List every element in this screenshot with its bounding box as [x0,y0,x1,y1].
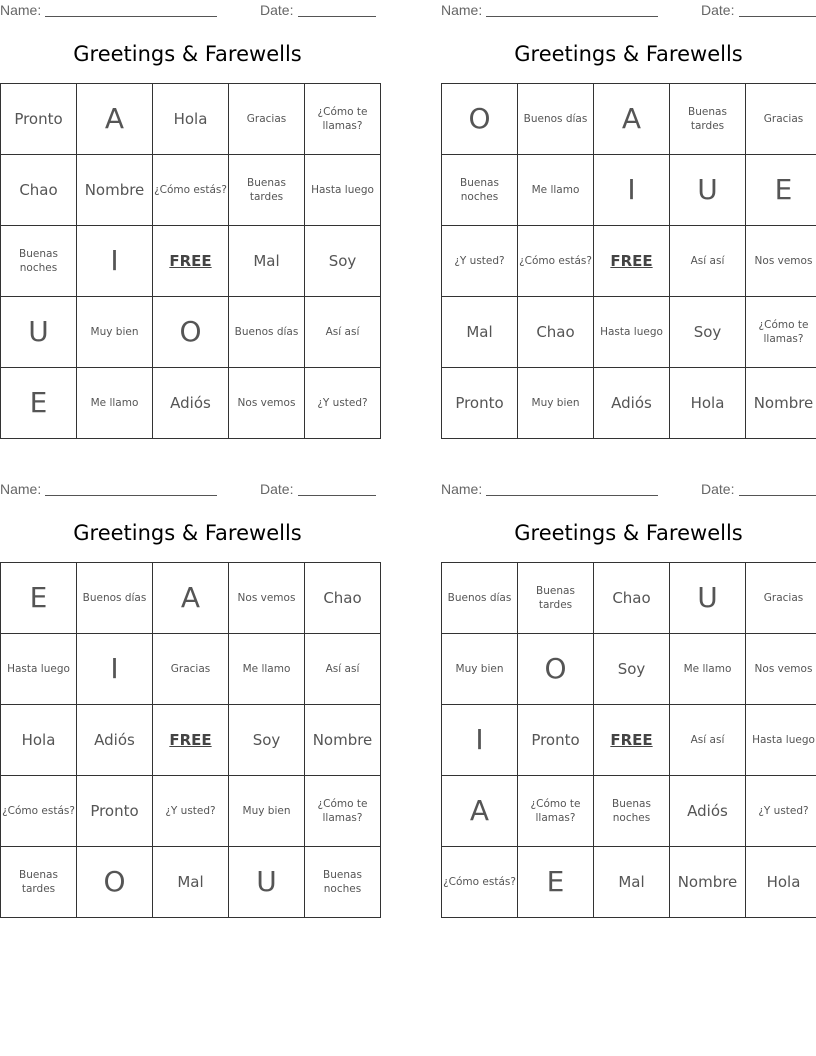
bingo-cell-text: Buenas noches [19,247,58,274]
bingo-cell[interactable] [670,847,746,918]
free-space[interactable] [153,705,229,776]
bingo-cell-text: Adiós [170,393,211,412]
bingo-cell-text: Me llamo [242,662,291,675]
bingo-cell-text: U [28,315,49,349]
bingo-cell[interactable] [1,634,77,705]
bingo-cell[interactable] [153,297,229,368]
name-label: Name: [0,481,42,497]
bingo-cell-text: ¿Y usted? [454,254,505,267]
bingo-cell-text: Adiós [687,801,728,820]
date-label: Date: [701,2,735,18]
bingo-cell-text: Pronto [90,801,139,820]
bingo-cell-text: Buenos días [234,325,299,338]
bingo-row [1,705,381,776]
bingo-cell[interactable] [77,705,153,776]
bingo-cell-text: Me llamo [531,183,580,196]
bingo-cell-text: FREE [610,251,653,270]
bingo-cell-text: U [697,581,718,615]
bingo-row [442,776,816,847]
date-label: Date: [260,2,294,18]
bingo-cell-text: Nombre [312,730,373,749]
bingo-grid [0,562,381,918]
bingo-row [442,368,816,439]
bingo-cell[interactable] [1,155,77,226]
bingo-cell-text: E [546,865,565,899]
bingo-cell[interactable] [594,155,670,226]
bingo-cell[interactable] [77,155,153,226]
bingo-cell-text: Buenas tardes [688,105,727,132]
bingo-cell[interactable] [518,226,594,297]
bingo-cell-text: Así así [325,325,360,338]
bingo-cell[interactable] [746,226,816,297]
bingo-row [1,84,381,155]
card-title: Greetings & Farewells [514,521,743,545]
bingo-cell[interactable] [305,297,381,368]
bingo-cell[interactable] [153,155,229,226]
free-space[interactable] [594,705,670,776]
bingo-cell-text: O [544,652,567,686]
date-line[interactable] [739,495,816,496]
bingo-cell[interactable] [229,705,305,776]
bingo-cell-text: A [180,581,201,615]
bingo-cell[interactable] [1,226,77,297]
bingo-row [1,634,381,705]
bingo-row [1,847,381,918]
bingo-cell[interactable] [442,634,518,705]
bingo-cell[interactable] [518,84,594,155]
bingo-cell[interactable] [229,847,305,918]
bingo-cell[interactable] [670,634,746,705]
bingo-cell[interactable] [305,155,381,226]
bingo-cell-text: Me llamo [683,662,732,675]
bingo-cell[interactable] [746,563,816,634]
bingo-cell-text: Pronto [455,393,504,412]
card-title: Greetings & Farewells [73,521,302,545]
bingo-row [1,155,381,226]
bingo-cell[interactable] [1,847,77,918]
bingo-cell-text: Soy [328,251,357,270]
bingo-cell-text: Buenos días [523,112,588,125]
bingo-row [442,705,816,776]
bingo-cell[interactable] [229,226,305,297]
bingo-cell[interactable] [1,776,77,847]
bingo-cell-text: Nombre [677,872,738,891]
bingo-cell-text: I [110,244,119,278]
bingo-cell-text: Nombre [84,180,145,199]
bingo-cell-text: Pronto [531,730,580,749]
bingo-cell[interactable] [518,368,594,439]
bingo-row [1,297,381,368]
bingo-cell[interactable] [305,563,381,634]
bingo-cell-text: ¿Y usted? [165,804,216,817]
name-line[interactable] [486,495,658,496]
bingo-row [1,226,381,297]
bingo-cell[interactable] [670,705,746,776]
bingo-cell-text: Muy bien [531,396,580,409]
name-date-bar [441,0,816,22]
bingo-cell[interactable] [442,226,518,297]
bingo-cell[interactable] [670,368,746,439]
bingo-cell-text: Nos vemos [754,254,813,267]
bingo-cell-text: E [29,581,48,615]
bingo-cell[interactable] [229,776,305,847]
bingo-cell-text: Mal [177,872,204,891]
bingo-cell[interactable] [594,563,670,634]
bingo-row [442,84,816,155]
bingo-cell[interactable] [305,368,381,439]
bingo-cell[interactable] [442,155,518,226]
bingo-card [441,479,816,914]
bingo-cell[interactable] [153,634,229,705]
bingo-cell[interactable] [746,776,816,847]
bingo-grid [0,83,381,439]
bingo-cell[interactable] [518,155,594,226]
bingo-cell-text: ¿Cómo te llamas? [758,318,809,345]
bingo-cell-text: Buenas tardes [19,868,58,895]
bingo-cell[interactable] [670,563,746,634]
bingo-row [442,155,816,226]
bingo-cell-text: Soy [252,730,281,749]
bingo-cell-text: Pronto [14,109,63,128]
bingo-cell[interactable] [229,634,305,705]
name-date-bar [0,479,375,501]
bingo-cell-text: Chao [536,322,575,341]
bingo-cell[interactable] [746,297,816,368]
bingo-cell[interactable] [594,776,670,847]
bingo-cell[interactable] [746,705,816,776]
bingo-cell-text: Adiós [611,393,652,412]
bingo-cell-text: FREE [610,730,653,749]
date-line[interactable] [739,16,816,17]
bingo-cell[interactable] [746,847,816,918]
bingo-cell-text: A [469,794,490,828]
bingo-cell[interactable] [594,297,670,368]
bingo-cell[interactable] [305,705,381,776]
name-label: Name: [441,2,483,18]
bingo-cell-text: O [103,865,126,899]
free-space[interactable] [153,226,229,297]
date-line[interactable] [298,16,376,17]
bingo-cell-text: Mal [466,322,493,341]
bingo-row [1,776,381,847]
bingo-cell-text: E [29,386,48,420]
bingo-cell[interactable] [1,368,77,439]
bingo-cell-text: ¿Cómo te llamas? [317,797,368,824]
bingo-cell-text: E [774,173,793,207]
bingo-cell[interactable] [77,634,153,705]
bingo-cell-text: Muy bien [455,662,504,675]
bingo-cell[interactable] [153,847,229,918]
bingo-cell[interactable] [1,84,77,155]
bingo-cell-text: Buenas noches [612,797,651,824]
name-label: Name: [441,481,483,497]
bingo-cell[interactable] [518,847,594,918]
bingo-row [1,563,381,634]
bingo-cell[interactable] [670,226,746,297]
bingo-cell[interactable] [305,226,381,297]
bingo-cell-text: Gracias [763,591,804,604]
bingo-cell-text: Hasta luego [311,183,374,196]
bingo-cell-text: I [475,723,484,757]
bingo-cell-text: Nos vemos [237,396,296,409]
bingo-cell[interactable] [77,563,153,634]
free-space[interactable] [594,226,670,297]
bingo-cell-text: Buenos días [447,591,512,604]
bingo-cell-text: Así así [690,254,725,267]
bingo-cell[interactable] [594,368,670,439]
bingo-cell-text: Nos vemos [237,591,296,604]
bingo-cell[interactable] [670,297,746,368]
date-label: Date: [701,481,735,497]
bingo-cell[interactable] [153,776,229,847]
bingo-cell[interactable] [305,634,381,705]
name-date-bar [441,479,816,501]
bingo-cell[interactable] [746,368,816,439]
bingo-cell-text: Adiós [94,730,135,749]
name-line[interactable] [486,16,658,17]
bingo-cell[interactable] [670,155,746,226]
bingo-cell[interactable] [594,847,670,918]
name-label: Name: [0,2,42,18]
card-title: Greetings & Farewells [73,42,302,66]
bingo-cell-text: U [256,865,277,899]
bingo-cell[interactable] [153,563,229,634]
bingo-cell[interactable] [305,776,381,847]
bingo-cell-text: Buenos días [82,591,147,604]
bingo-cell[interactable] [1,563,77,634]
bingo-cell-text: Hola [690,393,725,412]
bingo-cell-text: Soy [617,659,646,678]
bingo-cell-text: Me llamo [90,396,139,409]
date-line[interactable] [298,495,376,496]
bingo-cell-text: Hasta luego [600,325,663,338]
bingo-row [1,368,381,439]
bingo-cell-text: Chao [323,588,362,607]
bingo-cell-text: Mal [618,872,645,891]
bingo-card [441,0,816,435]
bingo-row [442,563,816,634]
bingo-cell[interactable] [229,84,305,155]
bingo-cell-text: Gracias [170,662,211,675]
bingo-cell-text: Buenas noches [323,868,362,895]
bingo-cell[interactable] [77,847,153,918]
bingo-grid [441,83,816,439]
bingo-cell-text: Hola [766,872,801,891]
bingo-cell[interactable] [518,634,594,705]
bingo-cell-text: Chao [19,180,58,199]
bingo-cell[interactable] [305,84,381,155]
bingo-cell-text: Hola [173,109,208,128]
bingo-cell-text: A [621,102,642,136]
bingo-cell-text: Gracias [246,112,287,125]
bingo-cell-text: Gracias [763,112,804,125]
name-line[interactable] [45,495,217,496]
bingo-cell[interactable] [518,705,594,776]
bingo-cell[interactable] [670,776,746,847]
bingo-cell[interactable] [670,84,746,155]
bingo-cell-text: Buenas noches [460,176,499,203]
bingo-cell-text: Hasta luego [752,733,815,746]
bingo-cell[interactable] [442,776,518,847]
bingo-cell-text: Buenas tardes [247,176,286,203]
bingo-cell[interactable] [594,84,670,155]
bingo-cell[interactable] [77,368,153,439]
bingo-cell[interactable] [1,705,77,776]
bingo-cell-text: Nombre [753,393,814,412]
bingo-cell[interactable] [442,705,518,776]
bingo-cell[interactable] [77,84,153,155]
bingo-cell-text: Chao [612,588,651,607]
bingo-cell[interactable] [518,776,594,847]
bingo-cell-text: Así así [690,733,725,746]
bingo-cell-text: Muy bien [90,325,139,338]
bingo-row [442,634,816,705]
bingo-cell-text: Así así [325,662,360,675]
bingo-cell-text: O [468,102,491,136]
bingo-cell[interactable] [77,297,153,368]
bingo-cell[interactable] [518,297,594,368]
bingo-cell[interactable] [746,84,816,155]
bingo-row [442,297,816,368]
bingo-cell[interactable] [229,155,305,226]
date-label: Date: [260,481,294,497]
bingo-cell[interactable] [442,297,518,368]
bingo-cell-text: Buenas tardes [536,584,575,611]
bingo-cell[interactable] [442,368,518,439]
bingo-cell[interactable] [442,563,518,634]
bingo-cell[interactable] [746,155,816,226]
bingo-cell[interactable] [305,847,381,918]
bingo-cell-text: Hola [21,730,56,749]
bingo-cell[interactable] [229,297,305,368]
name-line[interactable] [45,16,217,17]
bingo-cell-text: O [179,315,202,349]
bingo-cell-text: ¿Cómo estás? [2,804,75,817]
bingo-card [0,0,375,435]
bingo-row [442,847,816,918]
bingo-cell-text: ¿Cómo te llamas? [317,105,368,132]
bingo-card [0,479,375,914]
bingo-cell[interactable] [77,776,153,847]
bingo-cell[interactable] [594,634,670,705]
bingo-cell-text: ¿Y usted? [317,396,368,409]
bingo-cell-text: Soy [693,322,722,341]
bingo-cell-text: Hasta luego [7,662,70,675]
bingo-cell-text: ¿Cómo estás? [519,254,592,267]
bingo-cell[interactable] [442,84,518,155]
bingo-cell[interactable] [77,226,153,297]
bingo-cell-text: I [627,173,636,207]
bingo-cell-text: ¿Cómo te llamas? [530,797,581,824]
bingo-cell-text: ¿Cómo estás? [154,183,227,196]
bingo-grid [441,562,816,918]
bingo-cell[interactable] [229,368,305,439]
bingo-cell-text: Mal [253,251,280,270]
bingo-cell-text: ¿Y usted? [758,804,809,817]
bingo-cell[interactable] [746,634,816,705]
name-date-bar [0,0,375,22]
bingo-cell-text: Nos vemos [754,662,813,675]
bingo-cell[interactable] [518,563,594,634]
bingo-cell-text: FREE [169,730,212,749]
card-title: Greetings & Farewells [514,42,743,66]
bingo-cell-text: FREE [169,251,212,270]
bingo-cell-text: A [104,102,125,136]
bingo-cell[interactable] [1,297,77,368]
bingo-cell[interactable] [153,84,229,155]
bingo-row [442,226,816,297]
bingo-cell[interactable] [229,563,305,634]
bingo-cell-text: U [697,173,718,207]
bingo-cell-text: ¿Cómo estás? [443,875,516,888]
bingo-cell[interactable] [153,368,229,439]
bingo-cell[interactable] [442,847,518,918]
bingo-cell-text: Muy bien [242,804,291,817]
bingo-cell-text: I [110,652,119,686]
